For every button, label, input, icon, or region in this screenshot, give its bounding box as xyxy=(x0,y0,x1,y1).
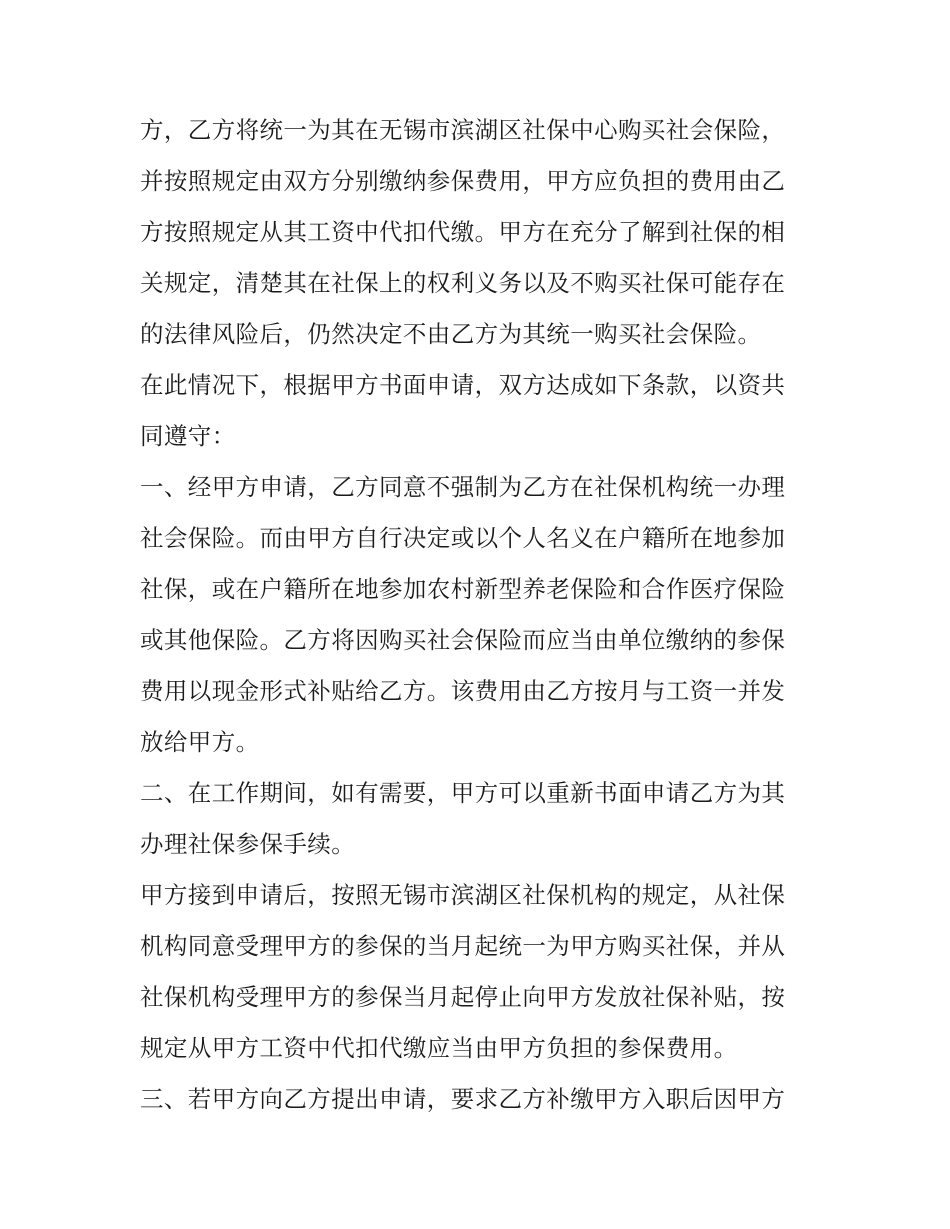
text-line: 或其他保险。乙方将因购买社会保险而应当由单位缴纳的参保 xyxy=(140,626,786,654)
text-line: 放给甲方。 xyxy=(140,728,260,756)
text-line: 社保，或在户籍所在地参加农村新型养老保险和合作医疗保险 xyxy=(140,575,786,603)
text-line: 三、若甲方向乙方提出申请，要求乙方补缴甲方入职后因甲方 xyxy=(140,1085,786,1113)
text-line: 并按照规定由双方分别缴纳参保费用，甲方应负担的费用由乙 xyxy=(140,167,786,195)
document-body xyxy=(140,105,820,1125)
text-line: 在此情况下，根据甲方书面申请，双方达成如下条款，以资共 xyxy=(140,371,786,399)
text-line: 办理社保参保手续。 xyxy=(140,830,356,858)
text-line: 关规定，清楚其在社保上的权利义务以及不购买社保可能存在 xyxy=(140,269,786,297)
text-line: 社会保险。而由甲方自行决定或以个人名义在户籍所在地参加 xyxy=(140,524,786,552)
text-line: 一、经甲方申请，乙方同意不强制为乙方在社保机构统一办理 xyxy=(140,473,786,501)
text-line: 机构同意受理甲方的参保的当月起统一为甲方购买社保，并从 xyxy=(140,932,786,960)
text-line: 费用以现金形式补贴给乙方。该费用由乙方按月与工资一并发 xyxy=(140,677,786,705)
text-line: 规定从甲方工资中代扣代缴应当由甲方负担的参保费用。 xyxy=(140,1034,738,1062)
text-line: 方按照规定从其工资中代扣代缴。甲方在充分了解到社保的相 xyxy=(140,218,786,246)
text-line: 甲方接到申请后，按照无锡市滨湖区社保机构的规定，从社保 xyxy=(140,881,786,909)
text-line: 社保机构受理甲方的参保当月起停止向甲方发放社保补贴，按 xyxy=(140,983,786,1011)
text-line: 的法律风险后，仍然决定不由乙方为其统一购买社会保险。 xyxy=(140,320,762,348)
text-line: 二、在工作期间，如有需要，甲方可以重新书面申请乙方为其 xyxy=(140,779,786,807)
text-line: 同遵守： xyxy=(140,422,236,450)
text-line: 方，乙方将统一为其在无锡市滨湖区社保中心购买社会保险， xyxy=(140,116,786,144)
